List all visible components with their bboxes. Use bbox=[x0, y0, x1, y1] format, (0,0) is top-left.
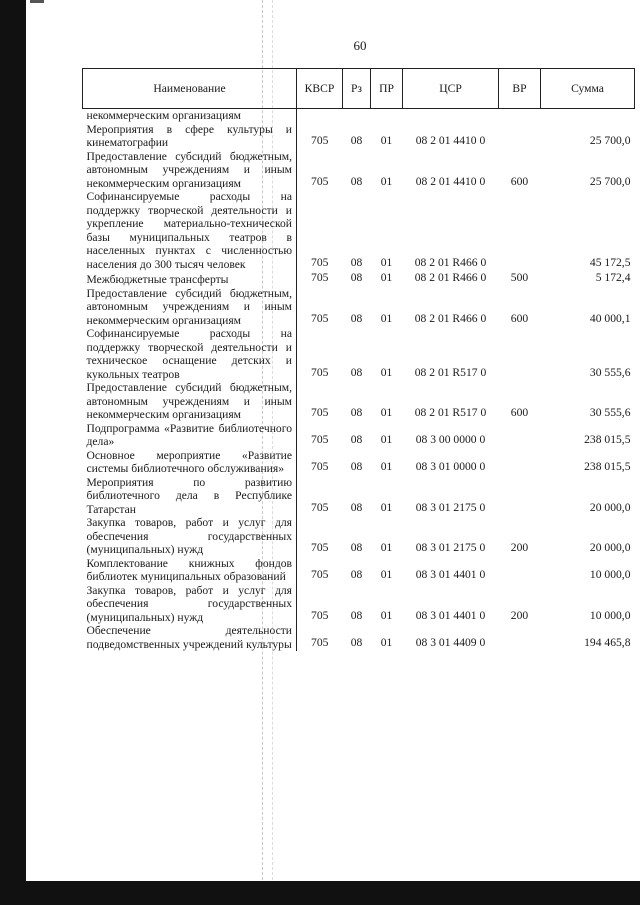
row-pr: 01 bbox=[380, 568, 393, 581]
row-sum: 10 000,0 bbox=[589, 608, 631, 622]
page-number: 60 bbox=[353, 38, 367, 53]
row-csr: 08 3 01 4409 0 bbox=[415, 635, 486, 649]
table-row bbox=[83, 422, 635, 449]
row-vr bbox=[499, 327, 541, 381]
row-sum: 30 555,6 bbox=[589, 365, 631, 379]
row-vr bbox=[499, 422, 541, 449]
row-rz: 08 bbox=[350, 433, 363, 446]
row-rz: 08 bbox=[350, 568, 363, 581]
row-kvsr: 705 bbox=[311, 365, 329, 379]
row-csr: 08 3 01 2175 0 bbox=[415, 541, 486, 554]
row-kvsr: 705 bbox=[311, 433, 329, 446]
table-row bbox=[83, 150, 635, 191]
row-name: Мероприятия по развитию библиотечного дела в Республике Татарстан bbox=[83, 476, 297, 517]
row-rz: 08 bbox=[350, 271, 363, 284]
row-csr: 08 2 01 R517 0 bbox=[414, 365, 487, 379]
row-kvsr: 705 bbox=[311, 608, 329, 622]
row-kvsr: 705 bbox=[311, 460, 329, 473]
row-kvsr: 705 bbox=[311, 406, 329, 419]
row-csr: 08 3 01 2175 0 bbox=[415, 500, 486, 514]
scan-bottom-border bbox=[0, 881, 640, 905]
table-row bbox=[83, 584, 635, 625]
row-sum: 25 700,0 bbox=[589, 174, 631, 188]
row-vr bbox=[499, 190, 541, 271]
row-csr: 08 2 01 4410 0 bbox=[415, 174, 486, 188]
row-sum: 25 700,0 bbox=[589, 134, 631, 147]
row-vr: 500 bbox=[510, 271, 529, 284]
row-csr: 08 2 01 R466 0 bbox=[414, 255, 487, 269]
row-name: Закупка товаров, работ и услуг для обеспечения государственных (муниципальных) нужд bbox=[83, 516, 297, 557]
row-name: некоммерческим организациям bbox=[83, 109, 297, 123]
row-pr: 01 bbox=[380, 635, 393, 649]
row-name: Софинансируемые расходы на поддержку творческой деятельности и техническое оснащение детских и кукольных театров bbox=[83, 327, 297, 381]
row-kvsr: 705 bbox=[311, 568, 329, 581]
row-name: Предоставление субсидий бюджетным, автономным учреждениям и иным некоммерческим организациям bbox=[83, 381, 297, 422]
row-vr bbox=[499, 557, 541, 584]
row-csr: 08 3 00 0000 0 bbox=[415, 433, 486, 446]
row-rz: 08 bbox=[350, 365, 363, 379]
row-pr: 01 bbox=[380, 433, 393, 446]
row-vr: 600 bbox=[510, 406, 529, 419]
row-name: Основное мероприятие «Развитие системы библиотечного обслуживания» bbox=[83, 449, 297, 476]
row-sum: 20 000,0 bbox=[589, 500, 631, 514]
row-rz: 08 bbox=[350, 541, 363, 554]
table-row bbox=[83, 449, 635, 476]
row-rz: 08 bbox=[350, 174, 363, 188]
table-row bbox=[83, 381, 635, 422]
row-rz: 08 bbox=[350, 311, 363, 325]
row-pr: 01 bbox=[380, 271, 393, 284]
row-csr: 08 3 01 4401 0 bbox=[415, 568, 486, 581]
row-kvsr: 705 bbox=[311, 174, 329, 188]
row-csr: 08 3 01 0000 0 bbox=[415, 460, 486, 473]
header-rz: Рз bbox=[343, 69, 371, 109]
row-sum: 45 172,5 bbox=[589, 255, 631, 269]
row-vr: 200 bbox=[510, 541, 529, 554]
row-rz: 08 bbox=[350, 635, 363, 649]
row-pr: 01 bbox=[380, 365, 393, 379]
table-row bbox=[83, 557, 635, 584]
row-rz: 08 bbox=[350, 134, 363, 147]
table-row bbox=[83, 190, 635, 271]
row-name: Предоставление субсидий бюджетным, автономным учреждениям и иным некоммерческим организациям bbox=[83, 287, 297, 328]
budget-table bbox=[82, 68, 635, 651]
row-sum: 5 172,4 bbox=[595, 271, 631, 284]
row-sum: 238 015,5 bbox=[584, 460, 631, 473]
row-name: Софинансируемые расходы на поддержку творческой деятельности и укрепление материально-технической базы муниципальных театров в населенных пунктах с численностью населения до 300 тысяч человек bbox=[83, 190, 297, 271]
row-vr bbox=[499, 449, 541, 476]
row-kvsr: 705 bbox=[311, 271, 329, 284]
row-vr bbox=[499, 624, 541, 651]
row-vr bbox=[499, 476, 541, 517]
row-rz: 08 bbox=[350, 255, 363, 269]
row-sum: 10 000,0 bbox=[589, 568, 631, 581]
row-pr: 01 bbox=[380, 311, 393, 325]
row-kvsr bbox=[297, 109, 343, 123]
row-name: Комплектование книжных фондов библиотек муниципальных образований bbox=[83, 557, 297, 584]
row-sum: 30 555,6 bbox=[589, 406, 631, 419]
row-sum bbox=[541, 109, 635, 123]
row-pr: 01 bbox=[380, 255, 393, 269]
row-pr: 01 bbox=[380, 500, 393, 514]
row-name: Закупка товаров, работ и услуг для обеспечения государственных (муниципальных) нужд bbox=[83, 584, 297, 625]
scan-left-border bbox=[0, 0, 26, 905]
table-header-row bbox=[83, 69, 635, 109]
row-csr: 08 2 01 4410 0 bbox=[415, 134, 486, 147]
row-name: Подпрограмма «Развитие библиотечного дела» bbox=[83, 422, 297, 449]
row-sum: 194 465,8 bbox=[584, 635, 631, 649]
row-rz: 08 bbox=[350, 460, 363, 473]
row-pr bbox=[371, 109, 403, 123]
row-sum: 238 015,5 bbox=[584, 433, 631, 446]
row-rz: 08 bbox=[350, 608, 363, 622]
header-pr: ПР bbox=[371, 69, 403, 109]
row-rz: 08 bbox=[350, 406, 363, 419]
row-kvsr: 705 bbox=[311, 500, 329, 514]
table-row bbox=[83, 624, 635, 651]
table-row bbox=[83, 271, 635, 287]
row-pr: 01 bbox=[380, 608, 393, 622]
header-kvsr: КВСР bbox=[297, 69, 343, 109]
row-kvsr: 705 bbox=[311, 635, 329, 649]
row-csr: 08 3 01 4401 0 bbox=[415, 608, 486, 622]
row-csr: 08 2 01 R466 0 bbox=[414, 271, 487, 284]
row-kvsr: 705 bbox=[311, 311, 329, 325]
row-csr: 08 2 01 R517 0 bbox=[414, 406, 487, 419]
row-kvsr: 705 bbox=[311, 541, 329, 554]
header-vr: ВР bbox=[499, 69, 541, 109]
table-row bbox=[83, 287, 635, 328]
row-kvsr: 705 bbox=[311, 255, 329, 269]
row-vr: 600 bbox=[510, 311, 529, 325]
row-pr: 01 bbox=[380, 406, 393, 419]
row-vr: 600 bbox=[510, 174, 529, 188]
scan-corner-mark bbox=[30, 0, 44, 3]
row-sum: 20 000,0 bbox=[589, 541, 631, 554]
row-sum: 40 000,1 bbox=[589, 311, 631, 325]
row-name: Межбюджетные трансферты bbox=[83, 271, 297, 287]
header-sum: Сумма bbox=[541, 69, 635, 109]
row-csr: 08 2 01 R466 0 bbox=[414, 311, 487, 325]
row-kvsr: 705 bbox=[311, 134, 329, 147]
table-row bbox=[83, 476, 635, 517]
row-name: Предоставление субсидий бюджетным, автономным учреждениям и иным некоммерческим организациям bbox=[83, 150, 297, 191]
row-rz: 08 bbox=[350, 500, 363, 514]
table-row bbox=[83, 123, 635, 150]
row-vr bbox=[499, 109, 541, 123]
table-row bbox=[83, 109, 635, 123]
row-rz bbox=[343, 109, 371, 123]
row-name: Мероприятия в сфере культуры и кинематографии bbox=[83, 123, 297, 150]
header-csr: ЦСР bbox=[403, 69, 499, 109]
header-name: Наименование bbox=[83, 69, 297, 109]
row-pr: 01 bbox=[380, 460, 393, 473]
row-pr: 01 bbox=[380, 541, 393, 554]
row-name: Обеспечение деятельности подведомственных учреждений культуры bbox=[83, 624, 297, 651]
row-csr bbox=[403, 109, 499, 123]
table-row bbox=[83, 327, 635, 381]
row-pr: 01 bbox=[380, 174, 393, 188]
row-vr: 200 bbox=[510, 608, 529, 622]
row-pr: 01 bbox=[380, 134, 393, 147]
table-row bbox=[83, 516, 635, 557]
row-vr bbox=[499, 123, 541, 150]
